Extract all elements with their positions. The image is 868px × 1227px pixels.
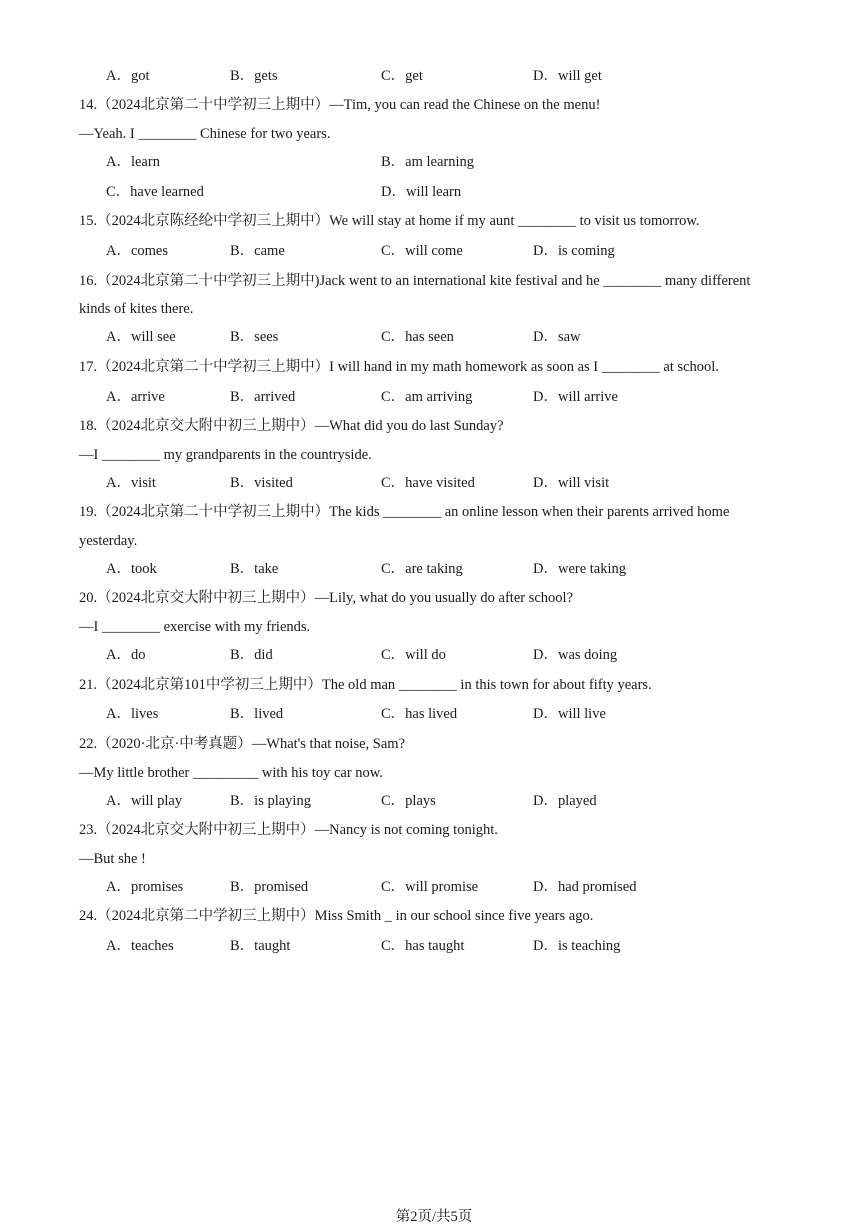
question-line [79, 617, 310, 637]
question-text: —Yeah. I [79, 126, 139, 142]
question-text: 17.（2024北京第二十中学初三上期中）I will hand in my math homework as soon as I [79, 359, 602, 375]
answer-option: B．am learning [381, 154, 475, 170]
question-text: kinds of kites there. [79, 301, 194, 317]
question-text: —My little brother [79, 765, 193, 781]
answer-blank: ________ [601, 359, 660, 375]
answer-option: A．will play [106, 793, 183, 809]
question-line [79, 445, 372, 465]
answer-blank: _________ [192, 765, 259, 781]
answer-option: C．has lived [381, 706, 458, 722]
question-line [79, 531, 137, 551]
answer-option: B．visited [230, 475, 293, 491]
page-footer: 第2页/共5页 [395, 1209, 473, 1225]
question-text: in our school since five years ago. [391, 908, 594, 924]
answer-blank: ________ [138, 126, 197, 142]
answer-option: C．will do [381, 647, 446, 663]
answer-option: B．taught [230, 938, 291, 954]
answer-option: D．will live [533, 706, 606, 722]
answer-option: A．will see [106, 329, 176, 345]
answer-option: B．take [230, 561, 279, 577]
answer-option: C．has seen [381, 329, 454, 345]
question-text: with his toy car now. [258, 765, 383, 781]
question-text: 18.（2024北京交大附中初三上期中）—What did you do last Sunday? [79, 418, 504, 434]
question-text: Chinese for two years. [196, 126, 331, 142]
answer-option: D．is coming [533, 243, 615, 259]
question-text: 24.（2024北京第二中学初三上期中）Miss Smith [79, 908, 385, 924]
question-text: 14.（2024北京第二十中学初三上期中）—Tim, you can read the Chinese on the menu! [79, 97, 601, 113]
answer-option: C．are taking [381, 561, 463, 577]
question-text: many different [661, 273, 751, 289]
question-line [79, 95, 600, 115]
answer-option: C．have visited [381, 475, 475, 491]
question-line [79, 124, 330, 144]
question-text: ! [141, 851, 146, 867]
question-text: —But she [79, 851, 138, 867]
answer-option: D．saw [533, 329, 581, 345]
question-text: 16.（2024北京第二十中学初三上期中)Jack went to an international kite festival and he [79, 273, 604, 289]
answer-option: B．came [230, 243, 285, 259]
answer-blank: ________ [603, 273, 662, 289]
question-text: in this town for about fifty years. [456, 677, 652, 693]
question-text: 23.（2024北京交大附中初三上期中）—Nancy is not coming tonight. [79, 822, 498, 838]
question-text: at school. [659, 359, 719, 375]
question-text: my grandparents in the countryside. [159, 447, 372, 463]
answer-blank: ________ [398, 677, 457, 693]
answer-blank: ________ [101, 447, 160, 463]
question-line [79, 906, 593, 926]
answer-option: D．will visit [533, 475, 610, 491]
question-text: 19.（2024北京第二十中学初三上期中）The kids [79, 504, 384, 520]
answer-blank: ________ [383, 504, 442, 520]
answer-option: D．played [533, 793, 597, 809]
answer-option: B．did [230, 647, 273, 663]
question-text: —I [79, 447, 102, 463]
question-text: to visit us tomorrow. [576, 213, 700, 229]
question-line [79, 588, 573, 608]
answer-option: A．got [106, 68, 150, 84]
answer-option: A．promises [106, 879, 184, 895]
question-line [79, 849, 146, 869]
answer-option: D．will learn [381, 184, 462, 200]
answer-option: A．visit [106, 475, 156, 491]
answer-blank: ________ [518, 213, 577, 229]
answer-option: D．had promised [533, 879, 637, 895]
answer-option: A．took [106, 561, 157, 577]
question-line [79, 763, 383, 783]
question-text: exercise with my friends. [159, 619, 311, 635]
answer-option: D．will get [533, 68, 602, 84]
answer-option: B．arrived [230, 389, 296, 405]
answer-option: A．arrive [106, 389, 165, 405]
question-text: an online lesson when their parents arrived home [441, 504, 730, 520]
question-line [79, 675, 652, 695]
answer-option: C．am arriving [381, 389, 473, 405]
answer-option: C．has taught [381, 938, 465, 954]
answer-option: C．have learned [106, 184, 204, 200]
answer-option: A．learn [106, 154, 160, 170]
answer-option: B．sees [230, 329, 279, 345]
question-text: yesterday. [79, 533, 138, 549]
answer-option: D．was doing [533, 647, 618, 663]
answer-option: A．lives [106, 706, 159, 722]
question-text: 22.（2020·北京·中考真题）—What's that noise, Sam? [79, 736, 406, 752]
question-line [79, 271, 750, 291]
answer-option: A．do [106, 647, 146, 663]
question-text: 21.（2024北京第101中学初三上期中）The old man [79, 677, 399, 693]
answer-blank: _ [384, 908, 392, 924]
answer-option: A．teaches [106, 938, 174, 954]
question-line [79, 299, 193, 319]
answer-option: C．get [381, 68, 423, 84]
question-text: 20.（2024北京交大附中初三上期中）—Lily, what do you usually do after school? [79, 590, 574, 606]
answer-option: B．gets [230, 68, 278, 84]
question-text: —I [79, 619, 102, 635]
answer-option: D．will arrive [533, 389, 618, 405]
answer-option: D．were taking [533, 561, 627, 577]
question-line [79, 734, 405, 754]
answer-option: C．will promise [381, 879, 479, 895]
answer-option: D．is teaching [533, 938, 621, 954]
question-line [79, 502, 729, 522]
question-text: 15.（2024北京陈经纶中学初三上期中）We will stay at home if my aunt [79, 213, 519, 229]
answer-option: B．is playing [230, 793, 311, 809]
answer-option: B．lived [230, 706, 284, 722]
question-line [79, 357, 719, 377]
answer-option: A．comes [106, 243, 169, 259]
question-line [79, 416, 504, 436]
answer-option: B．promised [230, 879, 309, 895]
answer-blank: ________ [101, 619, 160, 635]
question-line [79, 211, 700, 231]
question-line [79, 820, 498, 840]
answer-option: C．will come [381, 243, 463, 259]
answer-option: C．plays [381, 793, 436, 809]
